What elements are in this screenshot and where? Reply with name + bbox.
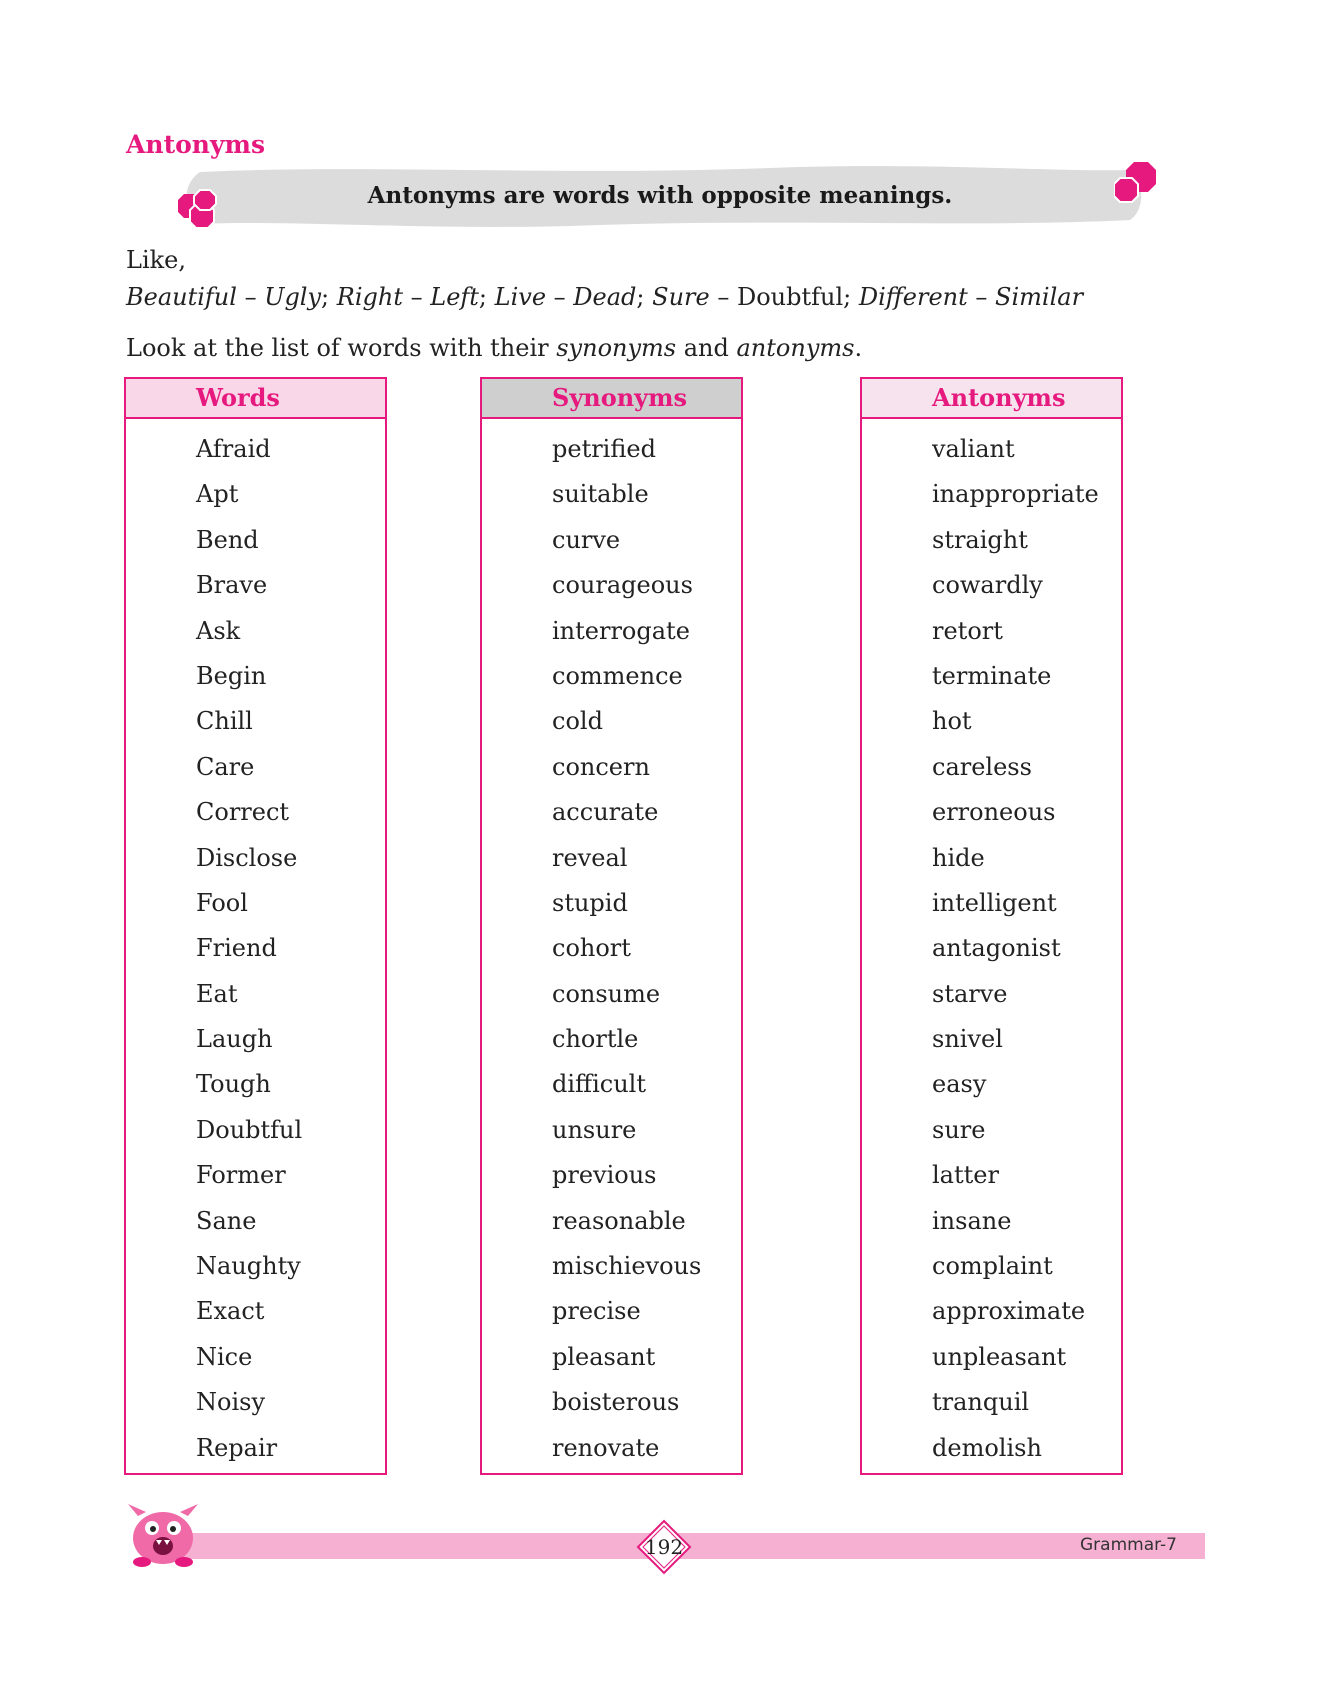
example-word: Live: [494, 283, 547, 311]
example-pairs: Beautiful – Ugly; Right – Left; Live – Dead; Sure – Doubtful; Different – Similar: [126, 283, 1084, 311]
list-item: curve: [552, 525, 621, 554]
list-item: Chill: [196, 707, 253, 736]
antonyms-column-header: Antonyms: [862, 379, 1121, 419]
antonyms-list: [862, 419, 1121, 1471]
octagon-decoration-icon: [176, 188, 224, 234]
instruction-antonyms: antonyms: [736, 334, 855, 362]
list-item: precise: [552, 1297, 641, 1326]
list-item: starve: [932, 979, 1008, 1008]
example-word: Sure: [652, 283, 710, 311]
list-item: accurate: [552, 798, 659, 827]
list-item: Friend: [196, 934, 277, 963]
list-item: Fool: [196, 888, 248, 917]
list-item: Doubtful: [196, 1115, 303, 1144]
list-item: previous: [552, 1161, 657, 1190]
list-item: Apt: [196, 480, 239, 509]
list-item: hide: [932, 843, 985, 872]
definition-banner: [170, 162, 1150, 230]
words-column: [124, 377, 387, 1475]
list-item: Correct: [196, 798, 290, 827]
list-item: Naughty: [196, 1252, 301, 1281]
antonyms-column: [860, 377, 1123, 1475]
example-opposite: Left: [430, 283, 479, 311]
synonyms-column-header: Synonyms: [482, 379, 741, 419]
example-opposite: Doubtful: [736, 283, 844, 311]
list-item: petrified: [552, 435, 656, 463]
list-item: Nice: [196, 1342, 253, 1371]
page-number: 192: [644, 1535, 684, 1559]
list-item: antagonist: [932, 934, 1061, 963]
list-item: Brave: [196, 571, 268, 600]
list-item: latter: [932, 1161, 999, 1190]
list-item: Disclose: [196, 843, 298, 872]
instruction-synonyms: synonyms: [556, 334, 677, 362]
list-item: sure: [932, 1115, 986, 1144]
list-item: terminate: [932, 661, 1052, 690]
list-item: easy: [932, 1070, 987, 1099]
list-item: retort: [932, 616, 1003, 645]
example-opposite: Dead: [573, 283, 637, 311]
list-item: valiant: [932, 435, 1015, 463]
list-item: demolish: [932, 1433, 1042, 1462]
list-item: concern: [552, 752, 650, 781]
list-item: cold: [552, 707, 603, 736]
list-item: suitable: [552, 480, 649, 509]
example-word: Right: [336, 283, 403, 311]
list-item: pleasant: [552, 1342, 656, 1371]
list-item: courageous: [552, 571, 693, 600]
list-item: Ask: [196, 616, 241, 645]
book-title: Grammar-7: [1080, 1535, 1177, 1555]
list-item: unsure: [552, 1115, 637, 1144]
list-item: Bend: [196, 525, 259, 554]
list-item: intelligent: [932, 888, 1057, 917]
list-item: Begin: [196, 661, 267, 690]
list-item: Repair: [196, 1433, 278, 1462]
list-item: Afraid: [196, 435, 271, 463]
list-item: hot: [932, 707, 972, 736]
list-item: careless: [932, 752, 1032, 781]
synonyms-list: [482, 419, 741, 1471]
list-item: chortle: [552, 1025, 639, 1054]
list-item: renovate: [552, 1433, 660, 1462]
list-item: inappropriate: [932, 480, 1099, 509]
instruction-end: .: [854, 334, 863, 362]
example-opposite: Similar: [995, 283, 1084, 311]
list-item: snivel: [932, 1025, 1003, 1054]
list-item: Exact: [196, 1297, 265, 1326]
list-item: cohort: [552, 934, 631, 963]
example-word: Beautiful: [126, 283, 237, 311]
octagon-decoration-icon: [1114, 160, 1164, 208]
list-item: difficult: [552, 1070, 646, 1099]
list-item: erroneous: [932, 798, 1056, 827]
list-item: tranquil: [932, 1388, 1030, 1417]
list-item: insane: [932, 1206, 1012, 1235]
list-item: mischievous: [552, 1252, 702, 1281]
list-item: commence: [552, 661, 683, 690]
words-column-header: Words: [126, 379, 385, 419]
instruction-text: [126, 334, 862, 362]
instruction-prefix: Look at the list of words with their: [126, 334, 557, 362]
definition-text: Antonyms are words with opposite meanings.: [367, 182, 953, 209]
list-item: cowardly: [932, 571, 1043, 600]
words-list: [126, 419, 385, 1471]
list-item: Care: [196, 752, 255, 781]
list-item: Sane: [196, 1206, 257, 1235]
list-item: reasonable: [552, 1206, 686, 1235]
list-item: Laugh: [196, 1025, 273, 1054]
monster-mascot-icon: [122, 1500, 204, 1570]
list-item: unpleasant: [932, 1342, 1067, 1371]
list-item: approximate: [932, 1297, 1086, 1326]
page-number-badge: [636, 1519, 692, 1575]
list-item: complaint: [932, 1252, 1053, 1281]
list-item: Former: [196, 1161, 286, 1190]
list-item: straight: [932, 525, 1028, 554]
list-item: Eat: [196, 979, 238, 1008]
intro-like: Like,: [126, 246, 186, 274]
list-item: reveal: [552, 843, 628, 872]
synonyms-column: [480, 377, 743, 1475]
list-item: stupid: [552, 888, 628, 917]
list-item: interrogate: [552, 616, 690, 645]
section-heading: Antonyms: [126, 130, 266, 159]
instruction-and: and: [676, 334, 737, 362]
list-item: consume: [552, 979, 661, 1008]
list-item: Tough: [196, 1070, 271, 1099]
list-item: Noisy: [196, 1388, 265, 1417]
example-opposite: Ugly: [264, 283, 322, 311]
list-item: boisterous: [552, 1388, 680, 1417]
example-word: Different: [858, 283, 968, 311]
